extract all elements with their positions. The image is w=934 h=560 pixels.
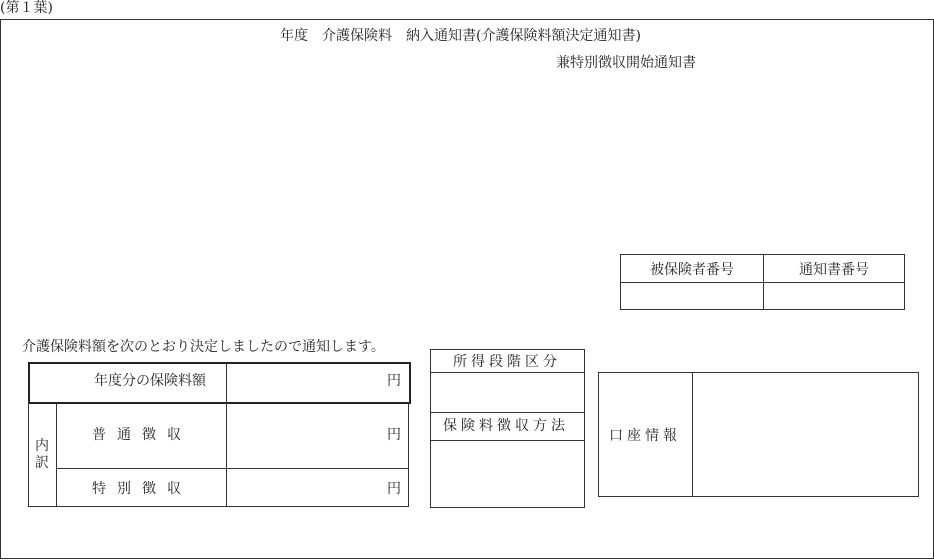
premium-table bbox=[28, 362, 409, 508]
annual-row bbox=[28, 362, 411, 404]
account-info-label: 口座情報 bbox=[609, 428, 681, 444]
sheet-label: (第１葉) bbox=[0, 0, 53, 16]
insured-number-header: 被保険者番号 bbox=[621, 255, 764, 283]
form-title: 年度 介護保険料 納入通知書(介護保険料額決定通知書) bbox=[280, 28, 641, 44]
form-subtitle: 兼特別徴収開始通知書 bbox=[556, 55, 696, 71]
special-collection-label: 特別徴収 bbox=[92, 481, 192, 497]
income-box bbox=[430, 349, 585, 508]
annual-premium-label: 年度分の保険料額 bbox=[94, 373, 206, 389]
notice-number-header: 通知書番号 bbox=[764, 255, 905, 283]
collection-method-label: 保険料徴収方法 bbox=[443, 418, 569, 434]
income-rank-label: 所得段階区分 bbox=[453, 354, 561, 370]
account-box bbox=[598, 372, 919, 497]
notice-number-cell bbox=[764, 283, 905, 310]
special-yen: 円 bbox=[387, 481, 401, 497]
notice-text: 介護保険料額を次のとおり決定しましたので通知します。 bbox=[22, 339, 385, 355]
ordinary-yen: 円 bbox=[387, 427, 401, 443]
ordinary-collection-label: 普通徴収 bbox=[92, 427, 192, 443]
insured-number-cell bbox=[621, 283, 764, 310]
breakdown-label: 内訳 bbox=[35, 438, 49, 471]
id-table bbox=[620, 254, 905, 310]
annual-yen: 円 bbox=[387, 373, 401, 389]
